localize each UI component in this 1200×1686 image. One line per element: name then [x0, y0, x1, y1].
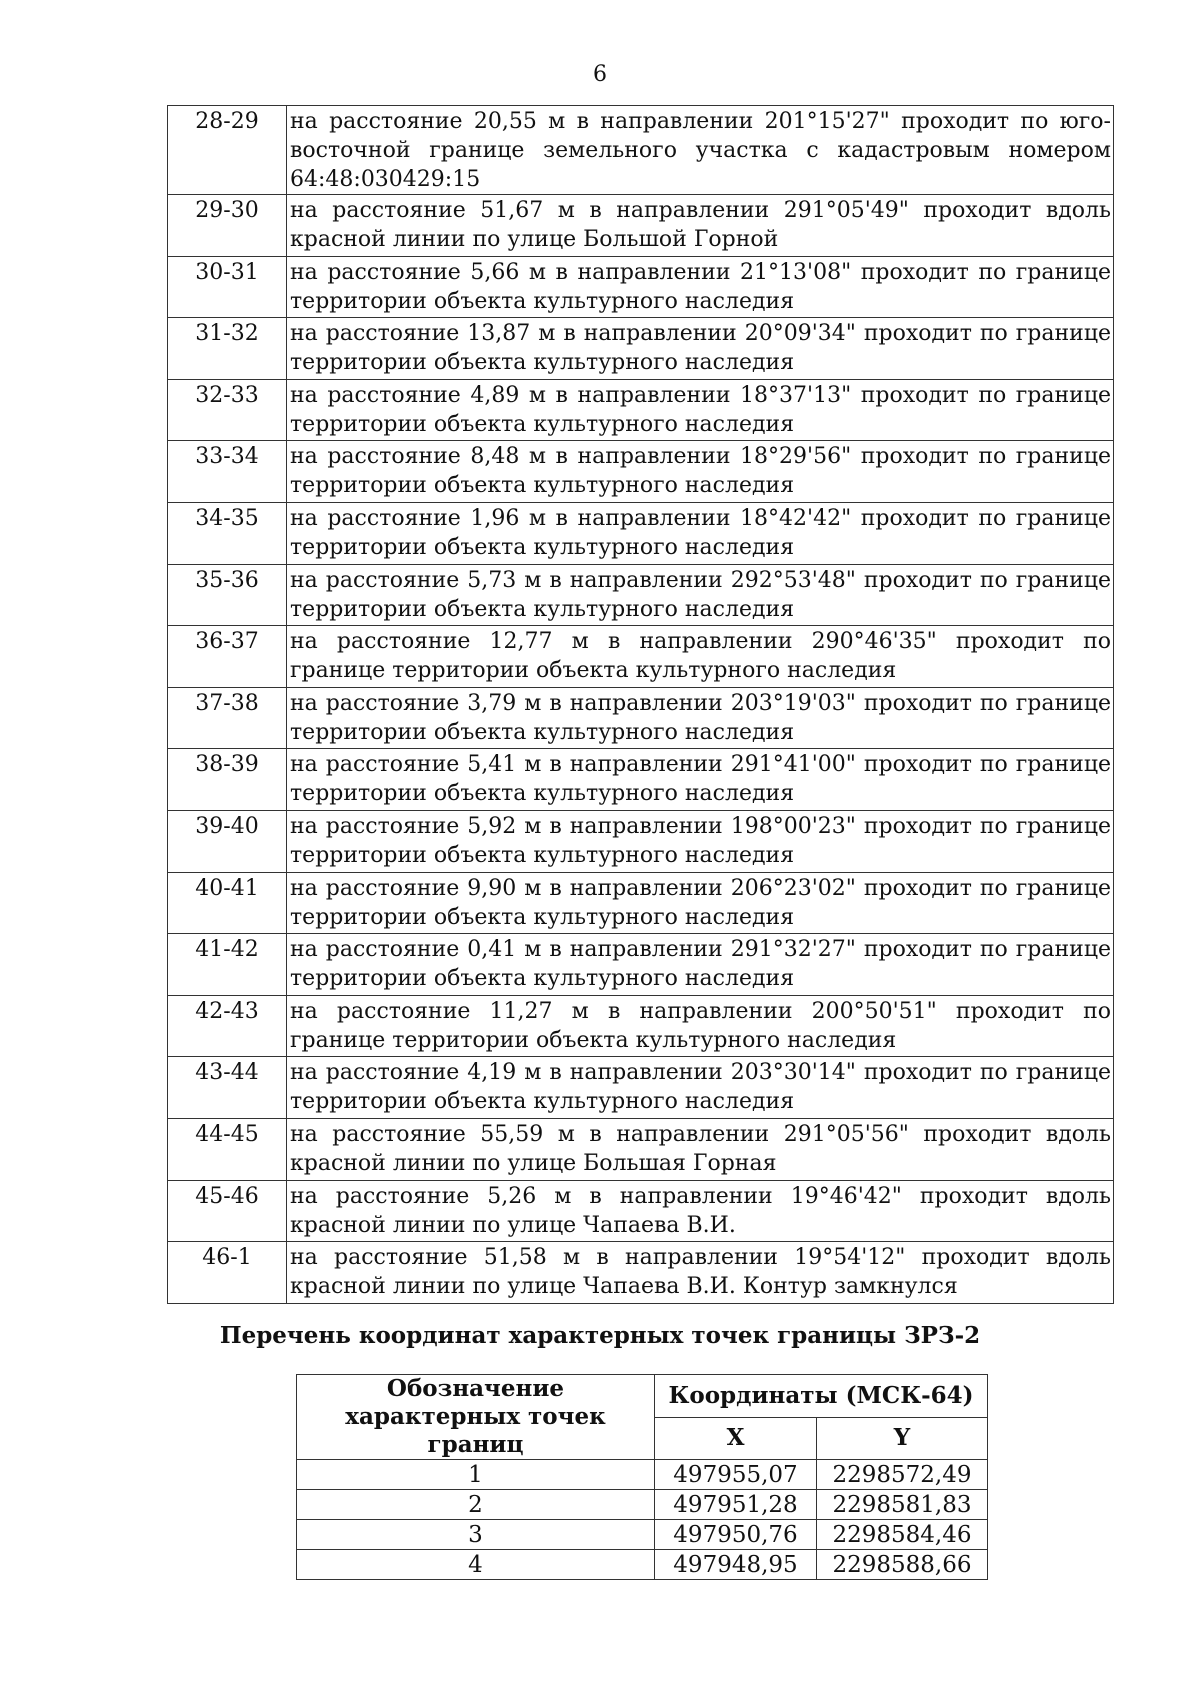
segment-description: на расстояние 4,89 м в направлении 18°37'13" проходит по границе территории объекта культурного наследия: [287, 379, 1114, 441]
segment-description: на расстояние 0,41 м в направлении 291°32'27" проходит по границе территории объекта культурного наследия: [287, 934, 1114, 996]
segment-id: 46-1: [168, 1242, 287, 1304]
coords-section-title: Перечень координат характерных точек границы ЗРЗ-2: [219, 1322, 981, 1349]
table-row: [168, 502, 1114, 564]
header-point-name: Обозначение характерных точек границ: [297, 1375, 655, 1460]
segment-id: 41-42: [168, 934, 287, 996]
point-label: 1: [297, 1460, 655, 1490]
segment-id: 33-34: [168, 441, 287, 503]
coordinates-header: [297, 1375, 988, 1460]
coord-y: 2298581,83: [817, 1490, 988, 1520]
segment-id: 29-30: [168, 195, 287, 257]
header-row: [297, 1375, 988, 1418]
segment-id: 31-32: [168, 318, 287, 380]
segment-description: на расстояние 9,90 м в направлении 206°23'02" проходит по границе территории объекта культурного наследия: [287, 872, 1114, 934]
coord-y: 2298588,66: [817, 1550, 988, 1580]
table-row: [168, 318, 1114, 380]
segment-id: 28-29: [168, 106, 287, 195]
point-label: 4: [297, 1550, 655, 1580]
table-row: [168, 872, 1114, 934]
coord-y: 2298584,46: [817, 1520, 988, 1550]
table-row: [168, 934, 1114, 996]
segment-description: на расстояние 5,26 м в направлении 19°46'42" проходит вдоль красной линии по улице Чапаева В.И.: [287, 1180, 1114, 1242]
segment-description: на расстояние 8,48 м в направлении 18°29'56" проходит по границе территории объекта культурного наследия: [287, 441, 1114, 503]
segment-description: на расстояние 1,96 м в направлении 18°42'42" проходит по границе территории объекта культурного наследия: [287, 502, 1114, 564]
segments-body: [168, 106, 1114, 1304]
segment-id: 35-36: [168, 564, 287, 626]
boundary-segments-table: [167, 105, 1114, 1304]
segment-id: 39-40: [168, 810, 287, 872]
table-row: [297, 1490, 988, 1520]
table-row: [168, 749, 1114, 811]
point-label: 2: [297, 1490, 655, 1520]
segment-description: на расстояние 5,41 м в направлении 291°41'00" проходит по границе территории объекта культурного наследия: [287, 749, 1114, 811]
coord-x: 497955,07: [655, 1460, 817, 1490]
coordinates-table: [296, 1374, 988, 1580]
table-row: [168, 106, 1114, 195]
segment-description: на расстояние 5,92 м в направлении 198°00'23" проходит по границе территории объекта культурного наследия: [287, 810, 1114, 872]
segment-description: на расстояние 13,87 м в направлении 20°09'34" проходит по границе территории объекта культурного наследия: [287, 318, 1114, 380]
table-row: [297, 1520, 988, 1550]
page-number: 6: [593, 62, 607, 87]
segment-id: 38-39: [168, 749, 287, 811]
segment-description: на расстояние 3,79 м в направлении 203°19'03" проходит по границе территории объекта культурного наследия: [287, 687, 1114, 749]
table-row: [168, 626, 1114, 688]
table-row: [168, 1180, 1114, 1242]
segment-description: на расстояние 4,19 м в направлении 203°30'14" проходит по границе территории объекта культурного наследия: [287, 1057, 1114, 1119]
table-row: [168, 810, 1114, 872]
table-row: [168, 1057, 1114, 1119]
point-label: 3: [297, 1520, 655, 1550]
table-row: [297, 1460, 988, 1490]
segment-description: на расстояние 5,73 м в направлении 292°53'48" проходит по границе территории объекта культурного наследия: [287, 564, 1114, 626]
header-y: Y: [817, 1417, 988, 1460]
segment-description: на расстояние 55,59 м в направлении 291°05'56" проходит вдоль красной линии по улице Большая Горная: [287, 1118, 1114, 1180]
segment-id: 45-46: [168, 1180, 287, 1242]
table-row: [168, 995, 1114, 1057]
coord-x: 497951,28: [655, 1490, 817, 1520]
table-row: [168, 441, 1114, 503]
table-row: [168, 1118, 1114, 1180]
segment-description: на расстояние 5,66 м в направлении 21°13'08" проходит по границе территории объекта культурного наследия: [287, 256, 1114, 318]
segment-description: на расстояние 51,67 м в направлении 291°05'49" проходит вдоль красной линии по улице Большой Горной: [287, 195, 1114, 257]
table-row: [168, 195, 1114, 257]
table-row: [168, 256, 1114, 318]
segment-id: 40-41: [168, 872, 287, 934]
segment-id: 42-43: [168, 995, 287, 1057]
segment-id: 43-44: [168, 1057, 287, 1119]
coord-y: 2298572,49: [817, 1460, 988, 1490]
segment-description: на расстояние 12,77 м в направлении 290°46'35" проходит по границе территории объекта культурного наследия: [287, 626, 1114, 688]
segment-description: на расстояние 51,58 м в направлении 19°54'12" проходит вдоль красной линии по улице Чапаева В.И. Контур замкнулся: [287, 1242, 1114, 1304]
segment-id: 44-45: [168, 1118, 287, 1180]
header-coordinates: Координаты (МСК-64): [655, 1375, 988, 1418]
header-x: X: [655, 1417, 817, 1460]
coordinates-body: [297, 1460, 988, 1580]
segment-id: 30-31: [168, 256, 287, 318]
table-row: [168, 1242, 1114, 1304]
coord-x: 497948,95: [655, 1550, 817, 1580]
segment-id: 37-38: [168, 687, 287, 749]
segment-description: на расстояние 20,55 м в направлении 201°15'27" проходит по юго-восточной границе земельного участка с кадастровым номером 64:48:030429:15: [287, 106, 1114, 195]
coord-x: 497950,76: [655, 1520, 817, 1550]
segment-description: на расстояние 11,27 м в направлении 200°50'51" проходит по границе территории объекта культурного наследия: [287, 995, 1114, 1057]
table-row: [168, 687, 1114, 749]
segment-id: 32-33: [168, 379, 287, 441]
table-row: [297, 1550, 988, 1580]
segment-id: 34-35: [168, 502, 287, 564]
table-row: [168, 379, 1114, 441]
segment-id: 36-37: [168, 626, 287, 688]
table-row: [168, 564, 1114, 626]
